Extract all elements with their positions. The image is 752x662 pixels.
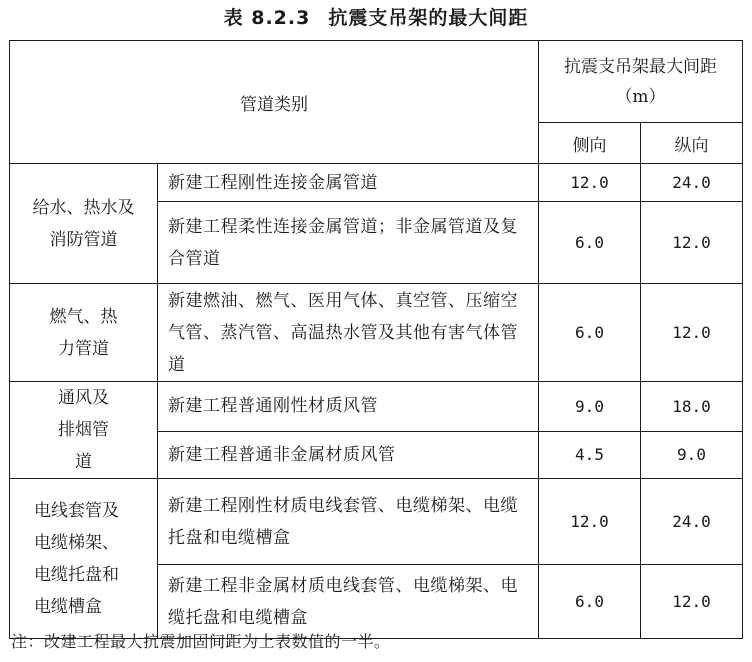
longitudinal-value: 12.0 xyxy=(641,202,743,284)
table-title-text: 抗震支吊架的最大间距 xyxy=(328,7,529,29)
table-row xyxy=(10,382,743,432)
lateral-value: 12.0 xyxy=(539,164,641,202)
table-row xyxy=(10,479,743,565)
lateral-value: 9.0 xyxy=(539,382,641,432)
category-cell: 燃气、热力管道 xyxy=(10,284,158,382)
table-row xyxy=(10,164,743,202)
table-title xyxy=(0,4,752,32)
pipe-type-cell: 新建工程普通非金属材质风管 xyxy=(158,431,539,478)
header-lateral: 侧向 xyxy=(539,123,641,164)
category-cell: 通风及排烟管道 xyxy=(10,382,158,479)
pipe-type-cell: 新建工程刚性材质电线套管、电缆梯架、电缆托盘和电缆槽盒 xyxy=(158,479,539,565)
pipe-type-cell: 新建燃油、燃气、医用气体、真空管、压缩空气管、蒸汽管、高温热水管及其他有害气体管道 xyxy=(158,284,539,382)
lateral-value: 6.0 xyxy=(539,202,641,284)
lateral-value: 12.0 xyxy=(539,479,641,565)
lateral-value: 6.0 xyxy=(539,565,641,639)
longitudinal-value: 24.0 xyxy=(641,164,743,202)
header-max-spacing: 抗震支吊架最大间距（m） xyxy=(539,41,743,123)
pipe-type-cell: 新建工程柔性连接金属管道；非金属管道及复合管道 xyxy=(158,202,539,284)
table-number: 表 8.2.3 xyxy=(223,7,311,29)
pipe-type-cell: 新建工程非金属材质电线套管、电缆梯架、电缆托盘和电缆槽盒 xyxy=(158,565,539,639)
table-row xyxy=(10,284,743,382)
longitudinal-value: 12.0 xyxy=(641,565,743,639)
table-note: 注：改建工程最大抗震加固间距为上表数值的一半。 xyxy=(11,632,391,651)
lateral-value: 4.5 xyxy=(539,431,641,478)
header-row xyxy=(10,41,743,123)
category-cell: 电线套管及电缆梯架、电缆托盘和电缆槽盒 xyxy=(10,479,158,639)
longitudinal-value: 18.0 xyxy=(641,382,743,432)
longitudinal-value: 9.0 xyxy=(641,431,743,478)
category-cell: 给水、热水及消防管道 xyxy=(10,164,158,284)
pipe-type-cell: 新建工程刚性连接金属管道 xyxy=(158,164,539,202)
pipe-type-cell: 新建工程普通刚性材质风管 xyxy=(158,382,539,432)
longitudinal-value: 24.0 xyxy=(641,479,743,565)
lateral-value: 6.0 xyxy=(539,284,641,382)
header-longitudinal: 纵向 xyxy=(641,123,743,164)
header-category: 管道类别 xyxy=(10,41,539,164)
spacing-table xyxy=(9,40,743,639)
longitudinal-value: 12.0 xyxy=(641,284,743,382)
